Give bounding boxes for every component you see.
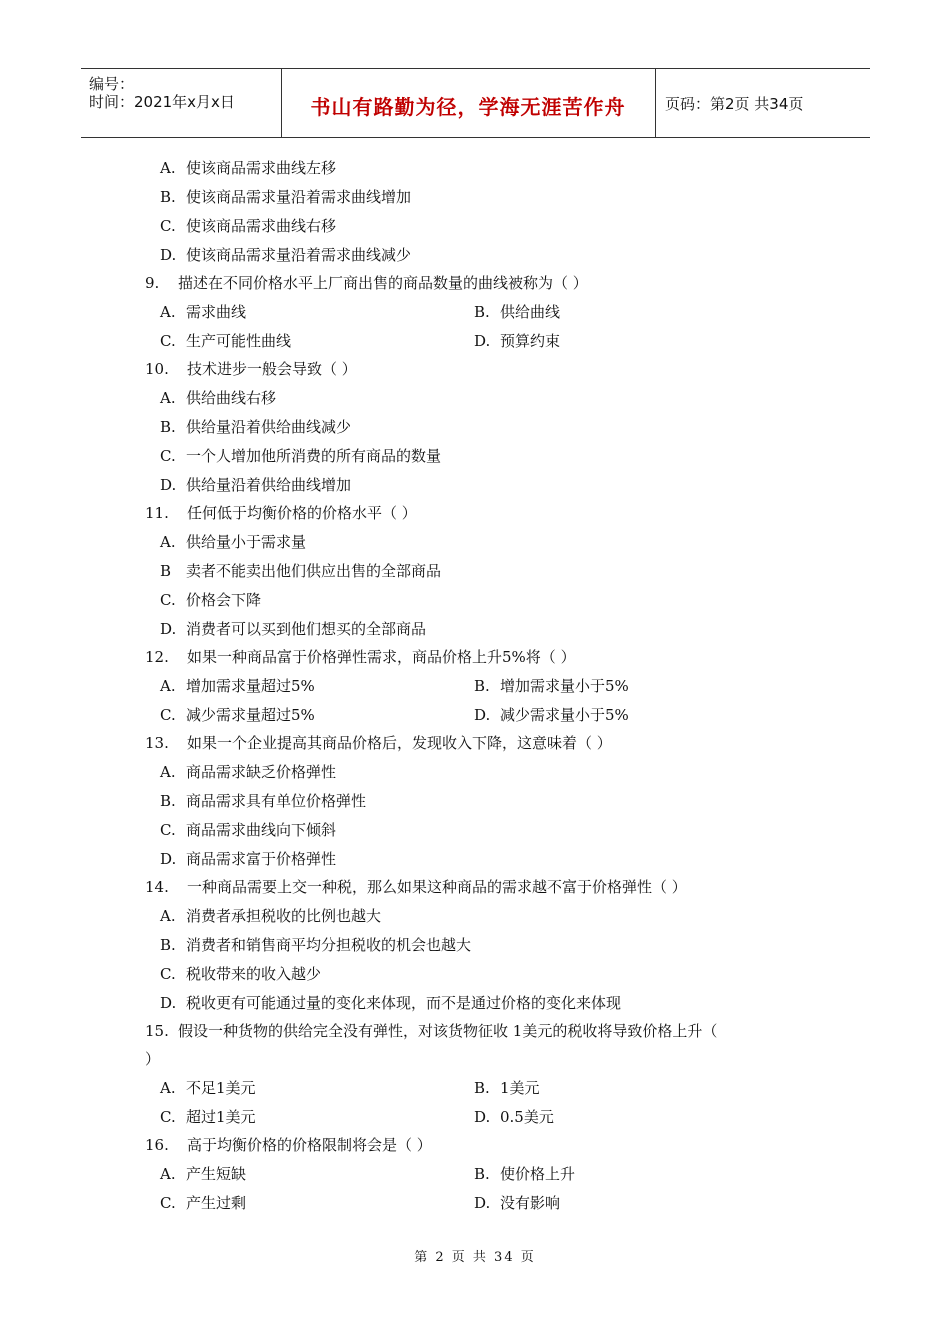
question-14: 14. 一种商品需要上交一种税，那么如果这种商品的需求越不富于价格弹性（ ） xyxy=(145,878,687,896)
q11-option-d: D. 消费者可以买到他们想买的全部商品 xyxy=(160,620,427,638)
q8-option-d: D. 使该商品需求量沿着需求曲线减少 xyxy=(160,246,412,264)
document-header xyxy=(81,68,870,138)
question-9: 9. 描述在不同价格水平上厂商出售的商品数量的曲线被称为（ ） xyxy=(145,274,588,292)
number-label: 编号： xyxy=(89,75,135,93)
header-page-cell xyxy=(655,69,870,137)
q9-option-a: A. 需求曲线 xyxy=(160,303,247,321)
q8-option-b: B. 使该商品需求量沿着需求曲线增加 xyxy=(160,188,412,206)
q11-option-b: B 卖者不能卖出他们供应出售的全部商品 xyxy=(160,562,442,580)
q10-option-d: D. 供给量沿着供给曲线增加 xyxy=(160,476,352,494)
time-label: 时间：2021年x月x日 xyxy=(89,93,235,111)
page-info: 页码：第2页 共34页 xyxy=(665,95,804,113)
q12-option-a: A. 增加需求量超过5% xyxy=(160,677,315,695)
question-10: 10. 技术进步一般会导致（ ） xyxy=(145,360,357,378)
q14-option-c: C. 税收带来的收入越少 xyxy=(160,965,322,983)
q10-option-c: C. 一个人增加他所消费的所有商品的数量 xyxy=(160,447,442,465)
question-13: 13. 如果一个企业提高其商品价格后，发现收入下降，这意味着（ ） xyxy=(145,734,612,752)
q11-option-c: C. 价格会下降 xyxy=(160,591,262,609)
question-11: 11. 任何低于均衡价格的价格水平（ ） xyxy=(145,504,417,522)
q9-option-c: C. 生产可能性曲线 xyxy=(160,332,292,350)
q13-option-d: D. 商品需求富于价格弹性 xyxy=(160,850,337,868)
q16-option-c: C. 产生过剩 xyxy=(160,1194,247,1212)
q15-option-d: D. 0.5美元 xyxy=(474,1108,554,1126)
question-15-continuation: ） xyxy=(145,1050,161,1068)
q12-option-b: B. 增加需求量小于5% xyxy=(474,677,629,695)
question-16: 16. 高于均衡价格的价格限制将会是（ ） xyxy=(145,1136,432,1154)
q15-option-c: C. 超过1美元 xyxy=(160,1108,256,1126)
header-motto-cell xyxy=(281,69,656,137)
q15-option-b: B. 1美元 xyxy=(474,1079,540,1097)
q10-option-b: B. 供给量沿着供给曲线减少 xyxy=(160,418,352,436)
q16-option-d: D. 没有影响 xyxy=(474,1194,561,1212)
q13-option-a: A. 商品需求缺乏价格弹性 xyxy=(160,763,337,781)
q8-option-c: C. 使该商品需求曲线右移 xyxy=(160,217,337,235)
question-12: 12. 如果一种商品富于价格弹性需求，商品价格上升5%将（ ） xyxy=(145,648,576,666)
motto: 书山有路勤为径，学海无涯苦作舟 xyxy=(310,95,626,119)
q12-option-d: D. 减少需求量小于5% xyxy=(474,706,629,724)
q8-option-a: A. 使该商品需求曲线左移 xyxy=(160,159,337,177)
page-footer: 第 2 页 共 34 页 xyxy=(414,1250,536,1265)
q14-option-d: D. 税收更有可能通过量的变化来体现，而不是通过价格的变化来体现 xyxy=(160,994,622,1012)
q16-option-a: A. 产生短缺 xyxy=(160,1165,247,1183)
q10-option-a: A. 供给曲线右移 xyxy=(160,389,277,407)
header-meta-cell xyxy=(81,69,282,137)
q16-option-b: B. 使价格上升 xyxy=(474,1165,576,1183)
q13-option-b: B. 商品需求具有单位价格弹性 xyxy=(160,792,367,810)
q11-option-a: A. 供给量小于需求量 xyxy=(160,533,307,551)
q13-option-c: C. 商品需求曲线向下倾斜 xyxy=(160,821,337,839)
question-15: 15. 假设一种货物的供给完全没有弹性，对该货物征收 1美元的税收将导致价格上升（ xyxy=(145,1022,718,1040)
q9-option-b: B. 供给曲线 xyxy=(474,303,561,321)
q15-option-a: A. 不足1美元 xyxy=(160,1079,256,1097)
q14-option-b: B. 消费者和销售商平均分担税收的机会也越大 xyxy=(160,936,472,954)
q12-option-c: C. 减少需求量超过5% xyxy=(160,706,315,724)
q9-option-d: D. 预算约束 xyxy=(474,332,561,350)
q14-option-a: A. 消费者承担税收的比例也越大 xyxy=(160,907,382,925)
